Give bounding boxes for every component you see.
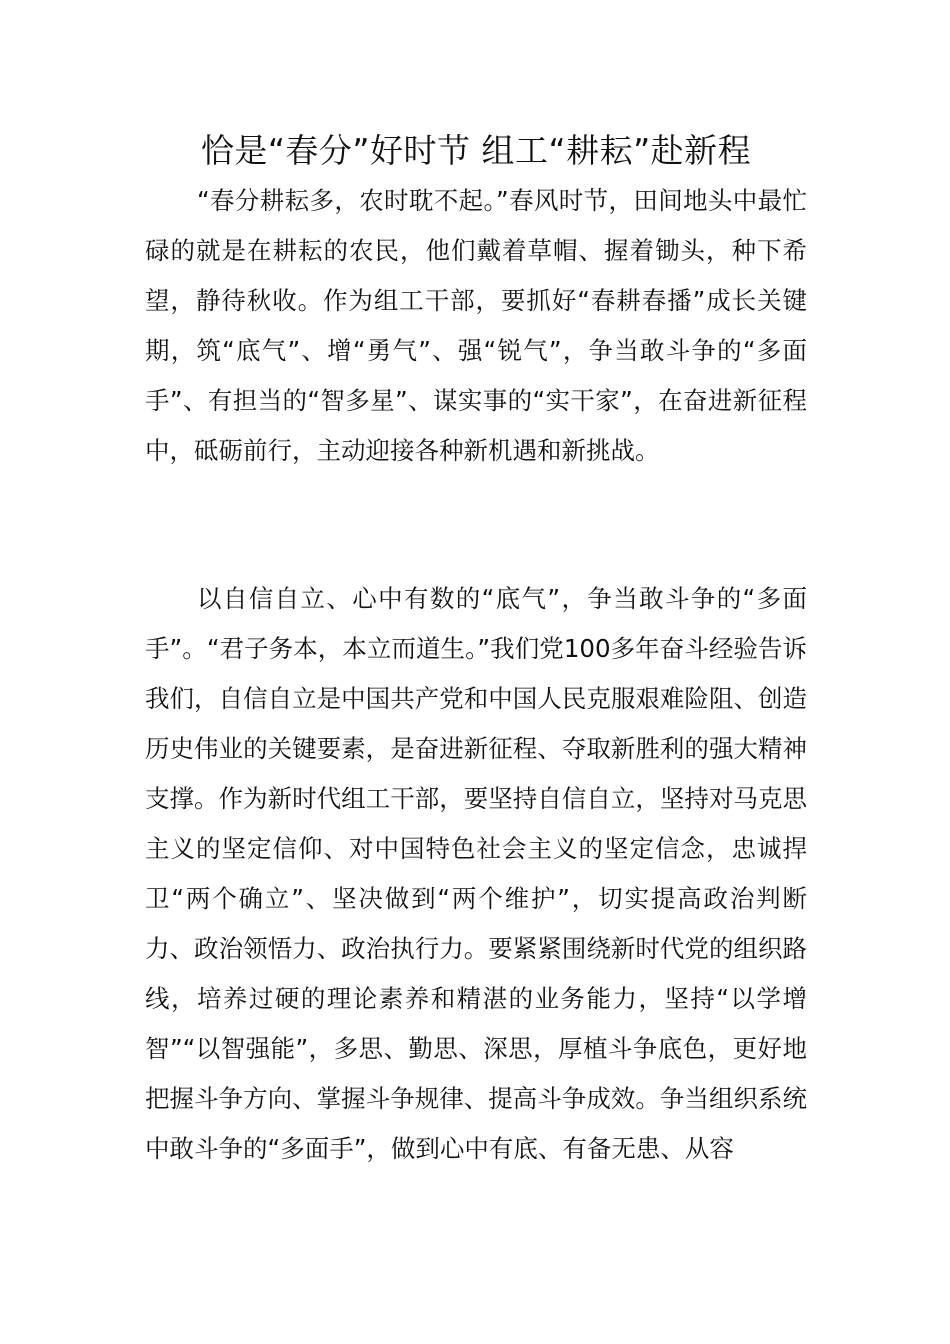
document-title: 恰是“春分”好时节 组工“耕耘”赴新程 (200, 131, 752, 170)
paragraph-intro: “春分耕耘多，农时耽不起。”春风时节，田间地头中最忙碌的就是在耕耘的农民，他们戴着草帽、握着锄头，种下希望，静待秋收。作为组工干部，要抓好“春耕春播”成长关键期，筑“底气”、增“勇气”、强“锐气”，争当敢斗争的“多面手”、有担当的“智多星”、谋实事的“实干家”，在奋进新征程中，砥砺前行，主动迎接各种新机遇和新挑战。 (145, 186, 807, 465)
paragraph-confidence: 以自信自立、心中有数的“底气”，争当敢斗争的“多面手”。“君子务本，本立而道生。”我们党100多年奋斗经验告诉我们，自信自立是中国共产党和中国人民克服艰难险阻、创造历史伟业的关键要素，是奋进新征程、夺取新胜利的强大精神支撑。作为新时代组工干部，要坚持自信自立，坚持对马克思主义的坚定信仰、对中国特色社会主义的坚定信念，忠诚捍卫“两个确立”、坚决做到“两个维护”，切实提高政治判断力、政治领悟力、政治执行力。要紧紧围绕新时代党的组织路线，培养过硬的理论素养和精湛的业务能力，坚持“以学增智”“以智强能”，多思、勤思、深思，厚植斗争底色，更好地把握斗争方向、掌握斗争规律、提高斗争成效。争当组织系统中敢斗争的“多面手”，做到心中有底、有备无患、从容 (145, 584, 807, 1163)
